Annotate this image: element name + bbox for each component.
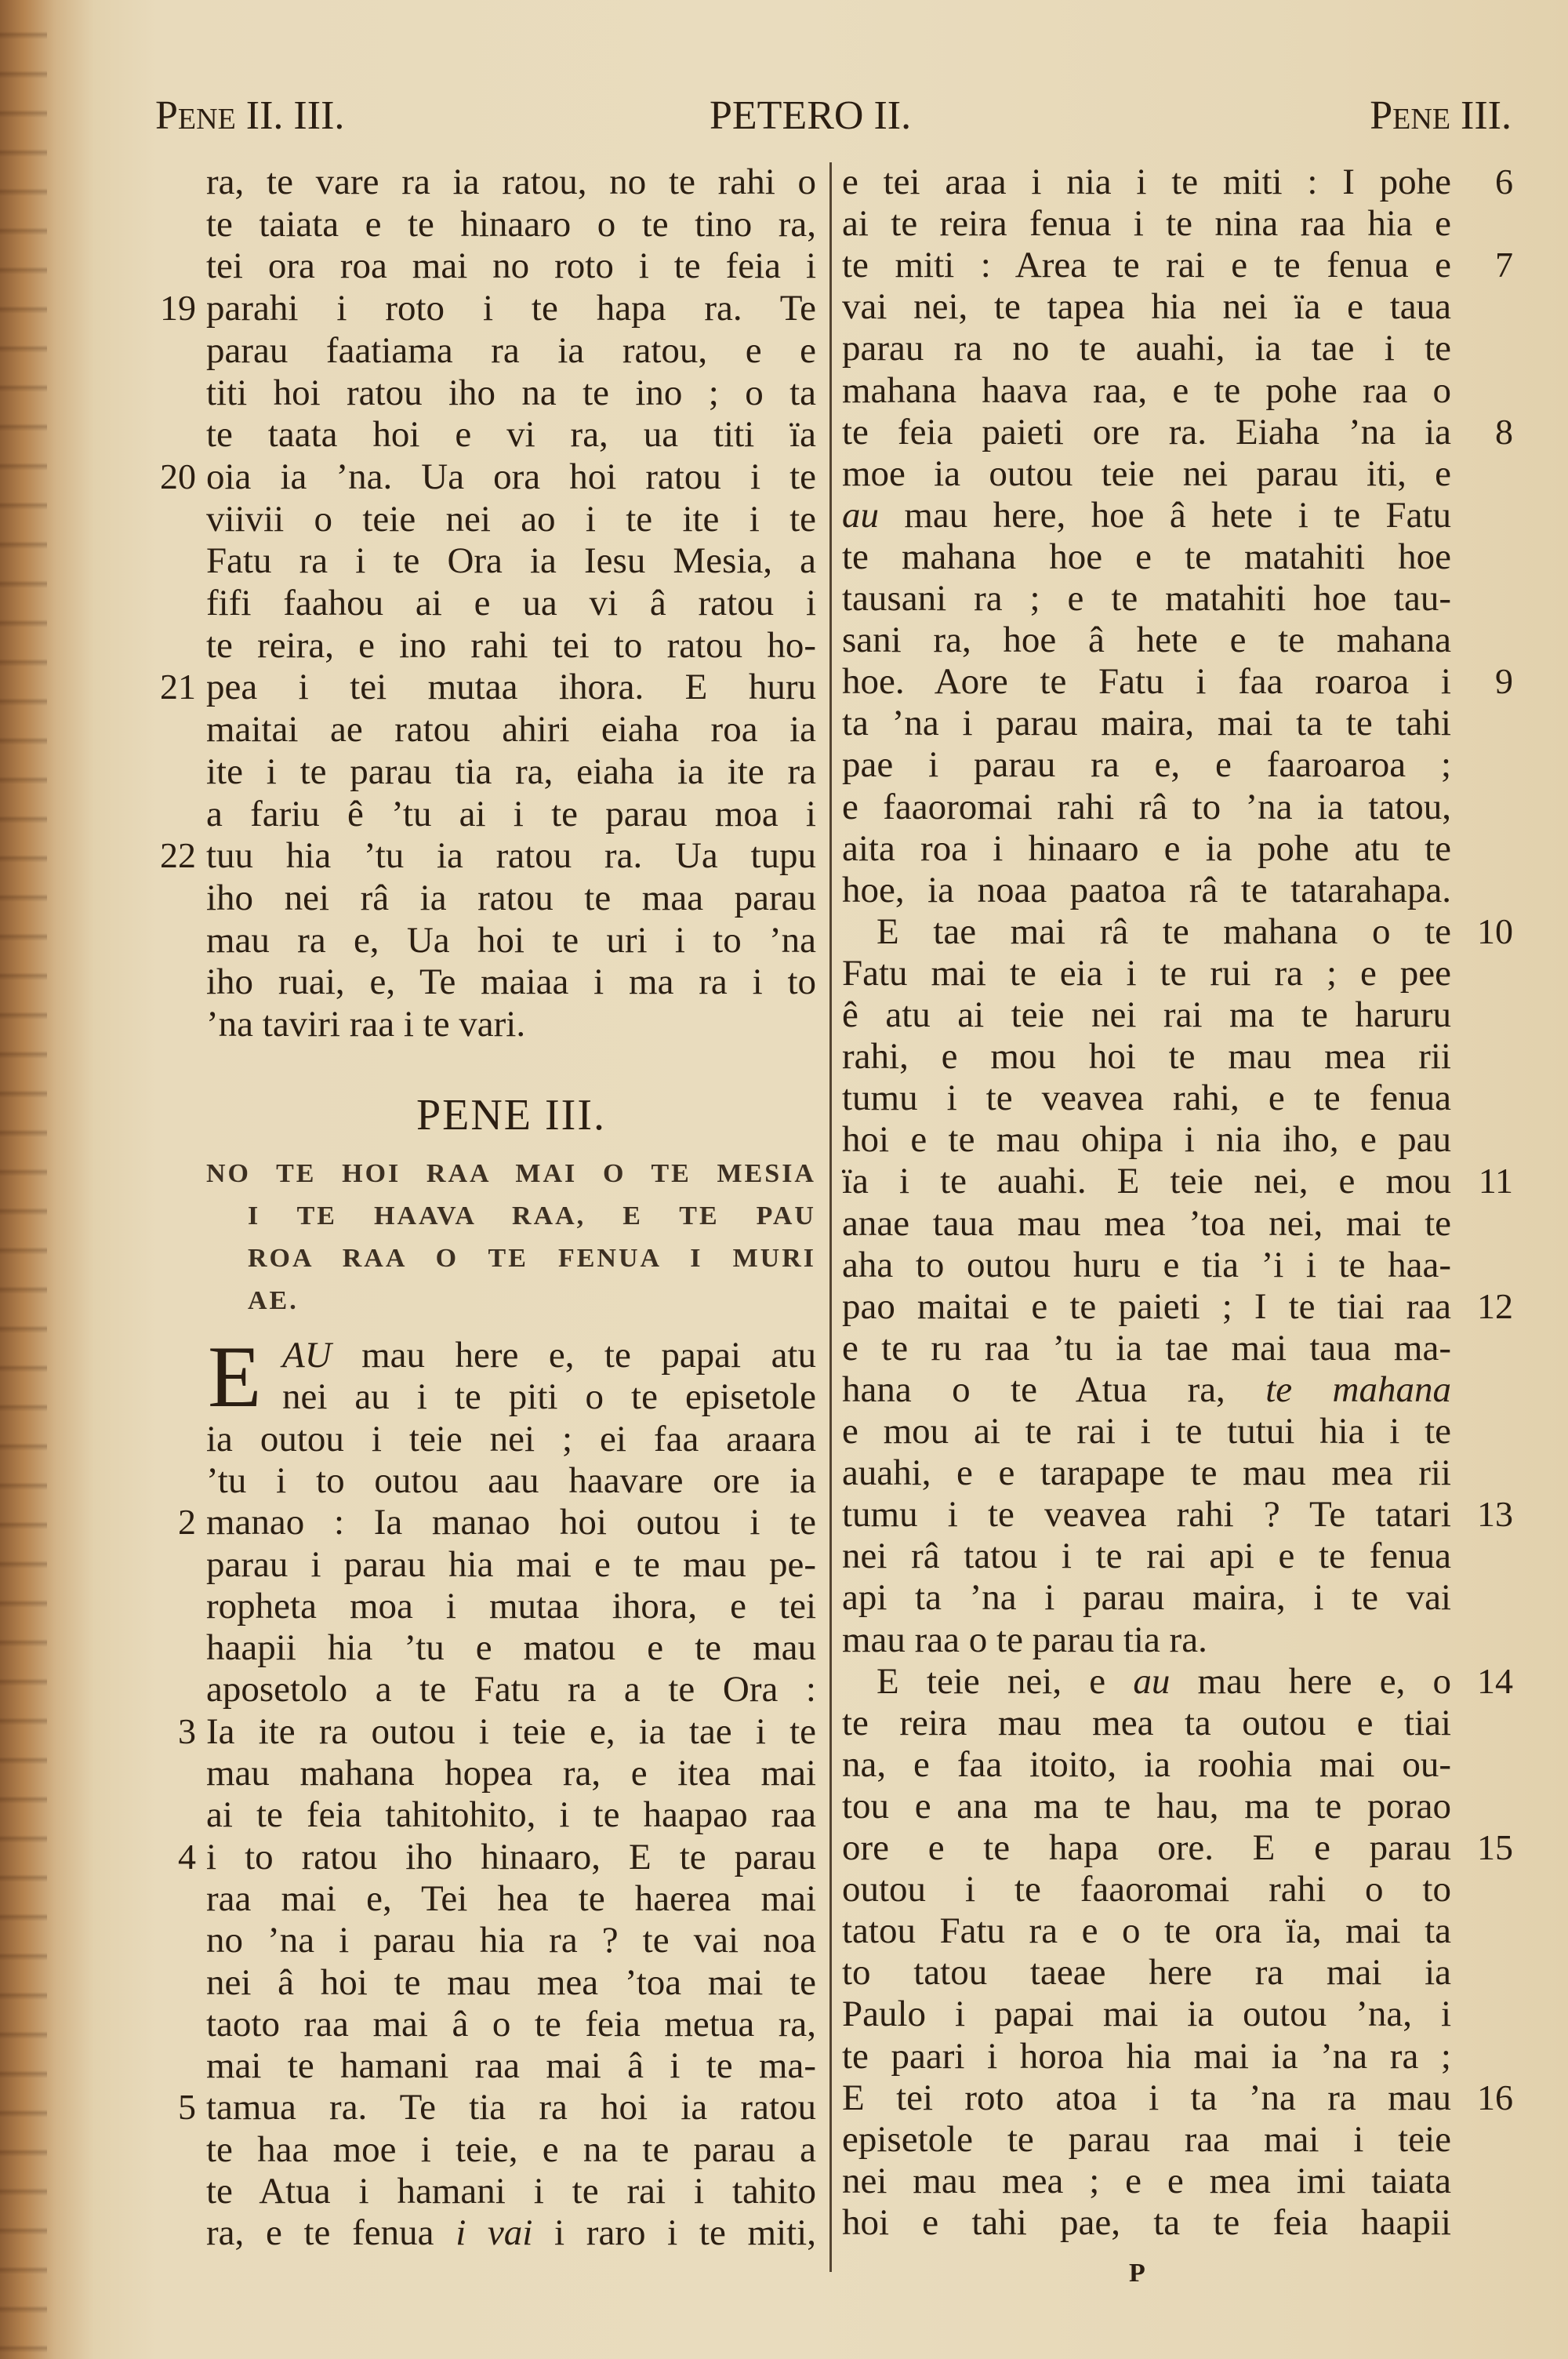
chapter-summary-line: NO TE HOI RAA MAI O TE MESIA bbox=[206, 1159, 816, 1188]
text-line bbox=[842, 577, 1451, 620]
verse-number: 22 bbox=[160, 835, 196, 876]
text-line bbox=[842, 743, 1451, 786]
text-line bbox=[842, 327, 1451, 369]
verse-number: 9 bbox=[1495, 661, 1513, 702]
running-head-right-chapter: III. bbox=[1450, 93, 1512, 138]
text-run: ra, te vare ra ia ratou, no te rahi o bbox=[206, 162, 816, 202]
text-run: te mahana hoe e te matahiti hoe bbox=[842, 536, 1451, 577]
verse-number: 8 bbox=[1495, 411, 1513, 452]
adjacent-page-edge bbox=[0, 0, 47, 2359]
text-line bbox=[842, 2077, 1451, 2119]
text-line bbox=[206, 1501, 816, 1543]
text-run: ia outou i teie nei ; ei faa araara bbox=[206, 1418, 816, 1459]
text-run: nei râ tatou i te rai api e te fenua bbox=[842, 1536, 1451, 1577]
text-line bbox=[842, 869, 1451, 911]
text-line bbox=[206, 666, 816, 708]
italic-text-run: te mahana bbox=[1265, 1369, 1451, 1410]
text-run: mai te hamani raa mai â i te ma- bbox=[206, 2045, 816, 2087]
text-run: te Atua i hamani i te rai i tahito bbox=[206, 2171, 816, 2212]
verse-number: 19 bbox=[160, 288, 196, 329]
text-run: na, e faa itoito, ia roohia mai ou- bbox=[842, 1743, 1451, 1785]
chapter-summary-line: ROA RAA O TE FENUA I MURI bbox=[248, 1244, 816, 1273]
running-head-left-smallcaps: ENE bbox=[177, 103, 236, 136]
text-run: aha to outou huru e tia ’i i te haa- bbox=[842, 1244, 1451, 1285]
text-run: ite i te parau tia ra, eiaha ia ite ra bbox=[206, 751, 816, 792]
text-run: mau raa o te parau tia ra. bbox=[842, 1619, 1207, 1660]
text-run: a fariu ê ’tu ai i te parau moa i bbox=[206, 793, 816, 834]
text-line bbox=[842, 369, 1451, 412]
text-run: mau here e, te papai atu bbox=[331, 1335, 816, 1376]
text-line bbox=[842, 285, 1451, 328]
text-run: e tei araa i nia i te miti : I pohe bbox=[842, 162, 1451, 202]
text-run: tei ora roa mai no roto i te feia i bbox=[206, 245, 816, 287]
text-line bbox=[206, 287, 816, 329]
text-run: mahana haava raa, e te pohe raa o bbox=[842, 369, 1451, 411]
text-run: tamua ra. Te tia ra hoi ia ratou bbox=[206, 2087, 816, 2128]
text-line bbox=[842, 1702, 1451, 1744]
text-line bbox=[206, 498, 816, 540]
text-line bbox=[842, 1576, 1451, 1619]
text-run: te reira mau mea ta outou e tiai bbox=[842, 1702, 1451, 1743]
text-line bbox=[842, 2118, 1451, 2161]
text-line bbox=[842, 994, 1451, 1036]
text-run: E tae mai râ te mahana o te bbox=[877, 911, 1451, 952]
italic-text-run: AU bbox=[282, 1335, 332, 1376]
text-run: pea i tei mutaa ihora. E huru bbox=[206, 667, 816, 708]
verse-number: 6 bbox=[1495, 162, 1513, 202]
text-run: auahi, e e tarapape te mau mea rii bbox=[842, 1452, 1451, 1494]
text-run: hoe, ia noaa paatoa râ te tatarahapa. bbox=[842, 869, 1451, 911]
text-run: hana o te Atua ra, bbox=[842, 1369, 1266, 1410]
text-run: titi hoi ratou iho na te ino ; o ta bbox=[206, 372, 816, 413]
text-run: taoto raa mai â o te feia metua ra, bbox=[206, 2003, 816, 2045]
text-run: tuu hia ’tu ia ratou ra. Ua tupu bbox=[206, 835, 816, 877]
text-run: maitai ae ratou ahiri eiaha roa ia bbox=[206, 709, 816, 751]
text-line bbox=[842, 702, 1451, 744]
text-line bbox=[206, 456, 816, 498]
text-run: e faaoromai rahi râ to ’na ia tatou, bbox=[842, 786, 1451, 827]
text-line bbox=[206, 1794, 816, 1836]
text-line bbox=[842, 1619, 1451, 1661]
text-line bbox=[842, 1369, 1451, 1411]
text-run: mau here e, o bbox=[1170, 1660, 1452, 1702]
text-line bbox=[206, 1961, 816, 2004]
text-run: te paari i horoa hia mai ia ’na ra ; bbox=[842, 2035, 1451, 2077]
text-line bbox=[842, 1244, 1451, 1286]
text-run: anae taua mau mea ’toa nei, mai te bbox=[842, 1202, 1451, 1244]
text-run: e te ru raa ’tu ia tae mai taua ma- bbox=[842, 1327, 1451, 1369]
text-line bbox=[206, 372, 816, 414]
text-line bbox=[842, 1535, 1451, 1577]
text-line bbox=[842, 786, 1451, 828]
text-line bbox=[842, 1785, 1451, 1827]
text-run: nei â hoi te mau mea ’toa mai te bbox=[206, 1961, 816, 2003]
text-run: tumu i te veavea rahi ? Te tatari bbox=[842, 1494, 1451, 1536]
text-line bbox=[842, 1493, 1451, 1536]
italic-text-run: i vai bbox=[456, 2212, 533, 2254]
verse-number: 16 bbox=[1477, 2077, 1513, 2117]
verse-number: 10 bbox=[1477, 911, 1513, 951]
text-run: sani ra, hoe â hete e te mahana bbox=[842, 620, 1451, 661]
text-line bbox=[842, 1410, 1451, 1452]
text-line bbox=[842, 1910, 1451, 1952]
text-run: te miti : Area te rai e te fenua e bbox=[842, 245, 1451, 286]
verse-number: 12 bbox=[1477, 1285, 1513, 1326]
text-line bbox=[842, 1993, 1451, 2035]
text-line bbox=[842, 827, 1451, 870]
text-run: E teie nei, e bbox=[877, 1660, 1134, 1702]
text-run: fifi faahou ai e ua vi â ratou i bbox=[206, 583, 816, 623]
text-line bbox=[206, 1627, 816, 1669]
text-line bbox=[206, 2086, 816, 2128]
text-run: ta ’na i parau maira, mai ta te tahi bbox=[842, 703, 1451, 744]
text-run: parahi i roto i te hapa ra. Te bbox=[206, 288, 816, 329]
text-line bbox=[842, 1452, 1451, 1494]
text-run: manao : Ia manao hoi outou i te bbox=[206, 1502, 816, 1543]
text-line bbox=[206, 203, 816, 245]
verse-number: 11 bbox=[1478, 1161, 1513, 1201]
text-run: mau ra e, Ua hoi te uri i to ’na bbox=[206, 919, 816, 961]
text-run: rahi, e mou hoi te mau mea rii bbox=[842, 1036, 1451, 1078]
text-line bbox=[206, 1836, 816, 1878]
chapter-summary-line: I TE HAAVA RAA, E TE PAU bbox=[248, 1201, 816, 1230]
text-line bbox=[206, 1919, 816, 1961]
text-run: tumu i te veavea rahi, e te fenua bbox=[842, 1078, 1451, 1119]
text-line bbox=[842, 1202, 1451, 1245]
text-run: e mou ai te rai i te tutui hia i te bbox=[842, 1411, 1451, 1452]
text-line bbox=[842, 494, 1451, 536]
text-line bbox=[842, 1951, 1451, 1994]
text-run: aposetolo a te Fatu ra a te Ora : bbox=[206, 1669, 816, 1710]
text-line bbox=[842, 1327, 1451, 1369]
text-run: api ta ’na i parau maira, i te vai bbox=[842, 1577, 1451, 1619]
text-line bbox=[206, 1710, 816, 1753]
text-run: tausani ra ; e te matahiti hoe tau- bbox=[842, 578, 1451, 619]
text-line bbox=[206, 877, 816, 919]
text-line bbox=[206, 624, 816, 667]
text-run: ore e te hapa ore. E e parau bbox=[842, 1827, 1451, 1868]
text-line bbox=[206, 1877, 816, 1920]
text-run: haapii hia ’tu e matou e te mau bbox=[206, 1627, 816, 1669]
text-line bbox=[206, 329, 816, 372]
text-run: te haa moe i teie, e na te parau a bbox=[206, 2128, 816, 2170]
text-line bbox=[206, 919, 816, 961]
text-run: ê atu ai teie nei rai ma te haruru bbox=[842, 994, 1451, 1035]
text-run: viivii o teie nei ao i te ite i te bbox=[206, 498, 816, 540]
verse-number: 3 bbox=[178, 1710, 196, 1751]
text-run: te reira, e ino rahi tei to ratou ho- bbox=[206, 624, 816, 666]
drop-cap: E bbox=[208, 1329, 262, 1426]
text-line bbox=[877, 1660, 1451, 1703]
text-line bbox=[206, 1418, 816, 1460]
text-run: vai nei, te tapea hia nei ïa e taua bbox=[842, 286, 1451, 328]
running-head-left-initial: P bbox=[155, 93, 178, 138]
text-run: te taiata e te hinaaro o te tino ra, bbox=[206, 203, 816, 245]
text-line bbox=[842, 2035, 1451, 2077]
text-run: oia ia ’na. Ua ora hoi ratou i te bbox=[206, 456, 816, 497]
text-line bbox=[206, 161, 816, 203]
verse-number: 2 bbox=[178, 1502, 196, 1543]
text-line bbox=[842, 1035, 1451, 1078]
text-run: iho nei râ ia ratou te maa parau bbox=[206, 877, 816, 918]
text-run: nei au i te piti o te episetole bbox=[282, 1376, 816, 1418]
text-line bbox=[842, 536, 1451, 578]
text-run: tatou Fatu ra e o te ora ïa, mai ta bbox=[842, 1910, 1451, 1952]
text-line bbox=[842, 2160, 1451, 2202]
verse-number: 7 bbox=[1495, 245, 1513, 285]
text-run: parau faatiama ra ia ratou, e e bbox=[206, 329, 816, 371]
text-line bbox=[206, 961, 816, 1003]
text-line bbox=[842, 1743, 1451, 1786]
text-line bbox=[842, 161, 1451, 203]
text-run: no ’na i parau hia ra ? te vai noa bbox=[206, 1920, 816, 1961]
text-run: pao maitai e te paieti ; I te tiai raa bbox=[842, 1285, 1451, 1327]
running-head-title: PETERO II. bbox=[710, 93, 912, 138]
italic-text-run: au bbox=[842, 494, 879, 536]
text-line bbox=[842, 411, 1451, 453]
text-run: iho ruai, e, Te maiaa i ma ra i to bbox=[206, 961, 816, 1003]
text-line bbox=[842, 1826, 1451, 1869]
verse-number: 14 bbox=[1477, 1660, 1513, 1701]
text-line bbox=[842, 1868, 1451, 1910]
running-head-left-chapters: II. III. bbox=[235, 93, 345, 138]
verse-number: 4 bbox=[178, 1836, 196, 1877]
text-run: parau i parau hia mai e te mau pe- bbox=[206, 1543, 816, 1585]
text-line bbox=[206, 540, 816, 582]
text-run: Paulo i papai mai ia outou ’na, i bbox=[842, 1994, 1451, 2035]
text-run: ai te reira fenua i te nina raa hia e bbox=[842, 203, 1451, 245]
text-run: i raro i te miti, bbox=[532, 2212, 816, 2254]
column-divider bbox=[829, 162, 832, 2272]
text-line bbox=[206, 1459, 816, 1502]
verse-number: 20 bbox=[160, 456, 196, 496]
text-line bbox=[206, 751, 816, 793]
text-line bbox=[877, 911, 1451, 953]
italic-text-run: au bbox=[1133, 1660, 1171, 1702]
verse-number: 13 bbox=[1477, 1494, 1513, 1535]
text-run: aita roa i hinaaro e ia pohe atu te bbox=[842, 827, 1451, 869]
verse-number: 5 bbox=[178, 2087, 196, 2128]
text-run: Fatu mai te eia i te rui ra ; e pee bbox=[842, 952, 1451, 994]
text-run: to tatou taeae here ra mai ia bbox=[842, 1952, 1451, 1994]
verse-number: 21 bbox=[160, 667, 196, 707]
text-line bbox=[206, 1543, 816, 1586]
text-line bbox=[206, 413, 816, 456]
text-run: hoi e te mau ohipa i nia iho, e pau bbox=[842, 1119, 1451, 1161]
signature-mark: P bbox=[1129, 2259, 1145, 2288]
text-run: episetole te parau raa mai i teie bbox=[842, 2118, 1451, 2160]
chapter-title: PENE III. bbox=[416, 1091, 606, 1140]
text-run: raa mai e, Tei hea te haerea mai bbox=[206, 1877, 816, 1919]
text-run: i to ratou iho hinaaro, E te parau bbox=[206, 1836, 816, 1877]
text-line bbox=[842, 453, 1451, 495]
text-run: te feia paieti ore ra. Eiaha ’na ia bbox=[842, 411, 1451, 453]
text-run: mau here, hoe â hete i te Fatu bbox=[879, 494, 1451, 536]
running-head-left bbox=[155, 93, 344, 143]
text-run: hoi e tahi pae, ta te feia haapii bbox=[842, 2201, 1451, 2243]
text-line bbox=[842, 2201, 1451, 2244]
text-line bbox=[842, 1077, 1451, 1119]
verse-number: 15 bbox=[1477, 1827, 1513, 1867]
text-run: mau mahana hopea ra, e itea mai bbox=[206, 1753, 816, 1794]
text-run: nei mau mea ; e e mea imi taiata bbox=[842, 2160, 1451, 2201]
text-run: parau ra no te auahi, ia tae i te bbox=[842, 328, 1451, 369]
text-line bbox=[842, 202, 1451, 245]
text-line bbox=[206, 2212, 816, 2254]
text-line bbox=[206, 1003, 816, 1045]
text-line bbox=[842, 1285, 1451, 1328]
text-line bbox=[282, 1334, 816, 1376]
text-run: E tei roto atoa i ta ’na ra mau bbox=[842, 2077, 1451, 2118]
text-line bbox=[206, 2170, 816, 2212]
text-line bbox=[206, 834, 816, 877]
text-run: ropheta moa i mutaa ihora, e tei bbox=[206, 1585, 816, 1627]
text-line bbox=[206, 582, 816, 624]
text-line bbox=[842, 952, 1451, 994]
text-line bbox=[206, 2045, 816, 2087]
text-run: ïa i te auahi. E teie nei, e mou bbox=[842, 1161, 1451, 1202]
text-run: te taata hoi e vi ra, ua titi ïa bbox=[206, 414, 816, 456]
text-run: hoe. Aore te Fatu i faa roaroa i bbox=[842, 661, 1451, 703]
text-line bbox=[206, 1585, 816, 1627]
text-line bbox=[206, 2128, 816, 2171]
running-head-right-initial: P bbox=[1370, 93, 1393, 138]
text-run: pae i parau ra e, e faaroaroa ; bbox=[842, 744, 1451, 786]
text-run: Ia ite ra outou i teie e, ia tae i te bbox=[206, 1710, 816, 1752]
running-head-right bbox=[1370, 93, 1512, 143]
chapter-summary-line: AE. bbox=[248, 1286, 299, 1315]
text-run: ’tu i to outou aau haavare ore ia bbox=[206, 1459, 816, 1501]
text-run: Fatu ra i te Ora ia Iesu Mesia, a bbox=[206, 540, 816, 582]
text-run: ai te feia tahitohito, i te haapao raa bbox=[206, 1794, 816, 1836]
text-line bbox=[842, 244, 1451, 286]
text-run: moe ia outou teie nei parau iti, e bbox=[842, 453, 1451, 494]
text-line bbox=[842, 1160, 1451, 1202]
text-line bbox=[206, 1752, 816, 1794]
text-line bbox=[206, 1668, 816, 1710]
text-run: tou e ana ma te hau, ma te porao bbox=[842, 1785, 1451, 1826]
running-head-right-smallcaps: ENE bbox=[1392, 103, 1451, 136]
text-line bbox=[206, 793, 816, 835]
text-line bbox=[206, 245, 816, 287]
text-line bbox=[206, 708, 816, 751]
text-line bbox=[842, 619, 1451, 661]
text-run: ’na taviri raa i te vari. bbox=[206, 1004, 526, 1045]
text-line bbox=[282, 1376, 816, 1418]
text-line bbox=[842, 1118, 1451, 1161]
text-run: outou i te faaoromai rahi o to bbox=[842, 1869, 1451, 1910]
text-line bbox=[206, 2003, 816, 2045]
text-run: ra, e te fenua bbox=[206, 2212, 456, 2254]
text-line bbox=[842, 660, 1451, 703]
